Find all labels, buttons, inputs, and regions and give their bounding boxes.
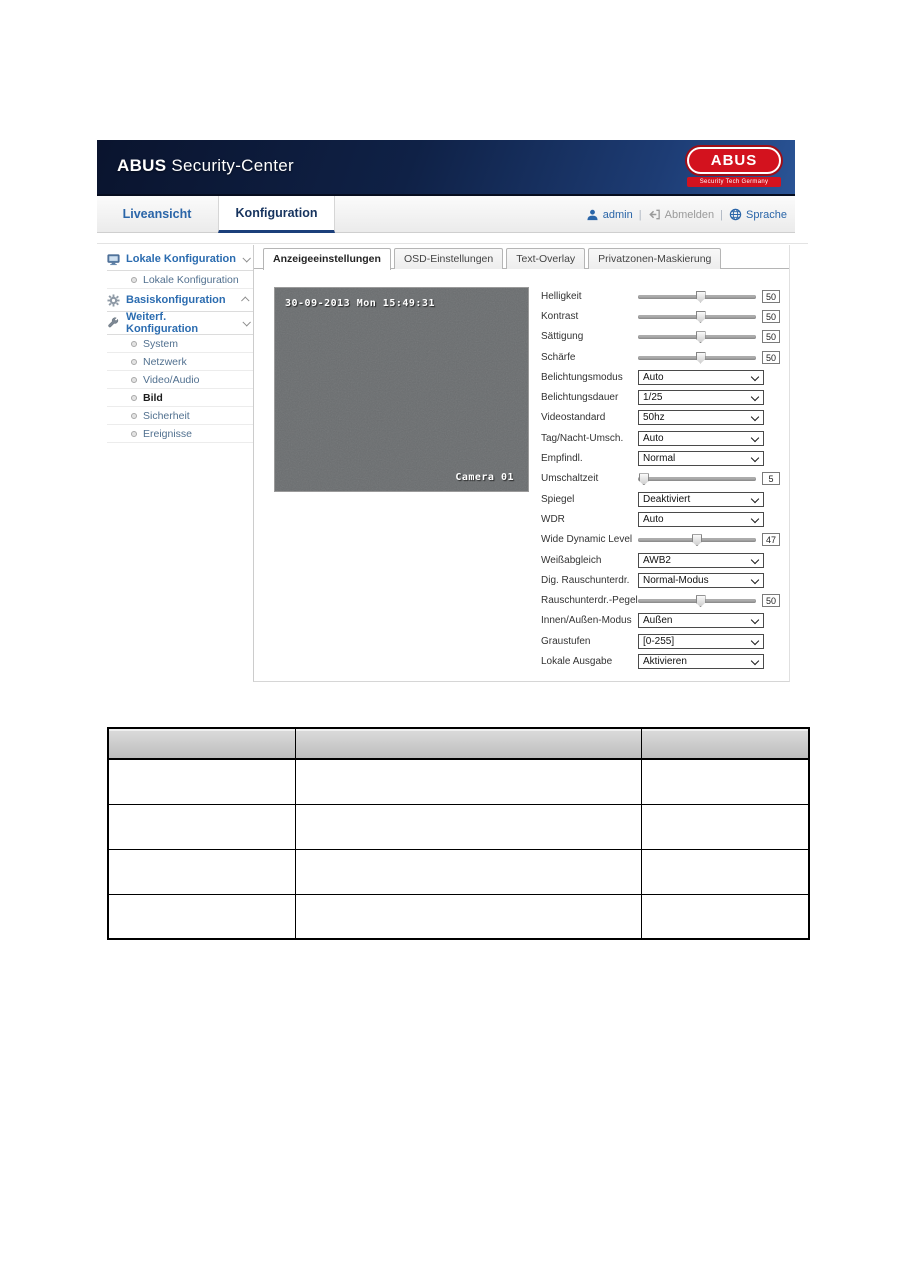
brand-title — [117, 156, 294, 176]
sidebar-item-label: System — [143, 337, 179, 350]
setting-control — [638, 634, 764, 649]
setting-row — [541, 306, 785, 326]
sidebar-section-basiskonfiguration[interactable] — [107, 289, 253, 312]
logout-link[interactable] — [648, 208, 715, 221]
table-row — [108, 804, 809, 849]
monitor-icon — [107, 253, 120, 266]
setting-control — [638, 472, 780, 485]
wide-dynamic-level-slider[interactable] — [638, 533, 756, 546]
setting-label: Umschaltzeit — [541, 473, 599, 485]
user-admin — [586, 208, 633, 221]
user-icon — [586, 208, 599, 221]
chevron-down-icon — [751, 616, 759, 624]
setting-row — [541, 408, 785, 428]
tab-osd-einstellungen[interactable]: OSD-Einstellungen — [394, 248, 503, 269]
chevron-down-icon — [751, 657, 759, 665]
sidebar-item-sicherheit[interactable] — [107, 407, 253, 425]
setting-label: Schärfe — [541, 351, 576, 363]
videostandard-select[interactable] — [638, 410, 764, 425]
sidebar-section-label: Lokale Konfiguration — [126, 253, 236, 265]
setting-label: Innen/Außen-Modus — [541, 615, 632, 627]
setting-label: Sättigung — [541, 331, 584, 343]
setting-row — [541, 428, 785, 448]
chevron-down-icon — [751, 494, 759, 502]
setting-row — [541, 651, 785, 671]
tab-anzeigeeinstellungen[interactable]: Anzeigeeinstellungen — [263, 248, 391, 270]
setting-row — [541, 590, 785, 610]
select-value: 50hz — [643, 412, 665, 424]
table-cell — [641, 849, 809, 894]
select-value: Auto — [643, 513, 664, 525]
sidebar-section-weiterf-konfiguration[interactable] — [107, 312, 253, 335]
select-value: Normal-Modus — [643, 574, 709, 586]
abus-logo-oval: ABUS — [687, 147, 781, 174]
select-value: [0-255] — [643, 635, 675, 647]
setting-control — [638, 290, 780, 303]
gear-icon — [107, 294, 120, 307]
setting-row — [541, 530, 785, 550]
slider-value-input[interactable]: 50 — [762, 351, 780, 364]
slider-value-input[interactable]: 47 — [762, 533, 780, 546]
brand-title-rest: Security-Center — [166, 156, 294, 175]
chevron-up-icon — [241, 296, 249, 304]
select-value: AWB2 — [643, 554, 671, 566]
separator: | — [638, 208, 642, 221]
abus-logo-subtext: Security Tech Germany — [687, 177, 781, 187]
setting-control — [638, 431, 764, 446]
setting-row — [541, 367, 785, 387]
table-header-cell — [641, 728, 809, 759]
slider-value-input[interactable]: 50 — [762, 290, 780, 303]
setting-control — [638, 553, 764, 568]
table-cell — [108, 759, 295, 804]
chevron-down-icon — [242, 254, 250, 262]
setting-control — [638, 370, 764, 385]
setting-control — [638, 310, 780, 323]
bullet-icon — [131, 341, 137, 347]
chevron-down-icon — [751, 515, 759, 523]
app-header — [97, 140, 795, 196]
setting-row — [541, 347, 785, 367]
table-row — [108, 759, 809, 804]
setting-label: Videostandard — [541, 412, 606, 424]
setting-row — [541, 611, 785, 631]
sidebar-section-label: Weiterf. Konfiguration — [126, 311, 199, 335]
select-value: Normal — [643, 453, 676, 465]
setting-row — [541, 286, 785, 306]
setting-control — [638, 573, 764, 588]
table-cell — [641, 894, 809, 939]
chevron-down-icon — [751, 393, 759, 401]
brand-title-bold: ABUS — [117, 156, 167, 175]
setting-control — [638, 594, 780, 607]
slider-handle[interactable] — [639, 473, 649, 485]
graustufen-select[interactable] — [638, 634, 764, 649]
sidebar-item-label: Bild — [143, 391, 163, 404]
bottom-table — [107, 727, 810, 940]
table-cell — [295, 759, 641, 804]
settings-tabbar — [254, 248, 789, 269]
camera-noise — [275, 288, 529, 492]
setting-row — [541, 509, 785, 529]
s-ttigung-slider[interactable] — [638, 330, 756, 343]
table-header-cell — [295, 728, 641, 759]
nav-tab-liveansicht[interactable]: Liveansicht — [122, 207, 192, 221]
slider-value-input[interactable]: 50 — [762, 594, 780, 607]
divider — [97, 243, 808, 244]
logout-icon — [648, 208, 661, 221]
chevron-down-icon — [751, 373, 759, 381]
setting-label: Weißabgleich — [541, 554, 602, 566]
setting-label: Dig. Rauschunterdr. — [541, 574, 630, 586]
chevron-down-icon — [751, 636, 759, 644]
table-cell — [108, 804, 295, 849]
separator: | — [720, 208, 724, 221]
logout-label: Abmelden — [664, 208, 715, 221]
umschaltzeit-slider[interactable] — [638, 472, 756, 485]
setting-control — [638, 512, 764, 527]
setting-row — [541, 387, 785, 407]
sidebar-item-label: Video/Audio — [143, 373, 200, 386]
table-cell — [108, 849, 295, 894]
slider-handle[interactable] — [696, 352, 706, 364]
abus-logo — [687, 147, 781, 187]
slider-handle[interactable] — [696, 311, 706, 323]
chevron-down-icon — [751, 576, 759, 584]
setting-label: Graustufen — [541, 635, 591, 647]
bullet-icon — [131, 359, 137, 365]
slider-value-input[interactable]: 50 — [762, 310, 780, 323]
table-cell — [641, 804, 809, 849]
wdr-select[interactable] — [638, 512, 764, 527]
select-value: Auto — [643, 371, 664, 383]
slider-handle[interactable] — [696, 291, 706, 303]
setting-row — [541, 448, 785, 468]
sidebar-item-label: Sicherheit — [143, 409, 190, 422]
globe-icon — [729, 208, 742, 221]
bullet-icon — [131, 413, 137, 419]
select-value: Deaktiviert — [643, 493, 691, 505]
bullet-icon — [131, 377, 137, 383]
table-row — [108, 894, 809, 939]
table-cell — [641, 759, 809, 804]
bullet-icon — [131, 277, 137, 283]
nav-tab-konfiguration[interactable]: Konfiguration — [218, 196, 335, 233]
sidebar-item-label: Netzwerk — [143, 355, 187, 368]
helligkeit-slider[interactable] — [638, 290, 756, 303]
slider-value-input[interactable]: 5 — [762, 472, 780, 485]
sidebar-item-netzwerk[interactable] — [107, 353, 253, 371]
table-cell — [295, 849, 641, 894]
setting-label: Belichtungsdauer — [541, 392, 619, 404]
setting-control — [638, 410, 764, 425]
tag-nacht-umsch--select[interactable] — [638, 431, 764, 446]
sidebar-section-label: Basiskonfiguration — [126, 294, 226, 306]
empfindl--select[interactable] — [638, 451, 764, 466]
user-area — [586, 196, 787, 233]
setting-control — [638, 351, 780, 364]
belichtungsdauer-select[interactable] — [638, 390, 764, 405]
select-value: Auto — [643, 432, 664, 444]
sidebar-item-label: Ereignisse — [143, 427, 193, 440]
table-cell — [108, 894, 295, 939]
setting-control — [638, 533, 780, 546]
slider-handle[interactable] — [696, 331, 706, 343]
dig-rauschunterdr--select[interactable] — [638, 573, 764, 588]
setting-row — [541, 570, 785, 590]
settings-panel — [253, 245, 790, 682]
sidebar-item-label: Lokale Konfiguration — [143, 273, 239, 286]
sidebar-item-ereignisse[interactable] — [107, 425, 253, 443]
setting-label: Kontrast — [541, 310, 579, 322]
setting-row — [541, 631, 785, 651]
chevron-down-icon — [242, 318, 250, 326]
chevron-down-icon — [751, 413, 759, 421]
setting-label: WDR — [541, 513, 565, 525]
table-header-row — [108, 728, 809, 759]
setting-control — [638, 390, 764, 405]
slider-handle[interactable] — [696, 595, 706, 607]
table-row — [108, 849, 809, 894]
table-header-cell — [108, 728, 295, 759]
setting-label: Empfindl. — [541, 453, 583, 465]
setting-control — [638, 492, 764, 507]
setting-control — [638, 330, 780, 343]
sidebar-item-system[interactable] — [107, 335, 253, 353]
username-label: admin — [602, 208, 633, 221]
setting-label: Tag/Nacht-Umsch. — [541, 432, 624, 444]
tab-privatzonen-maskierung[interactable]: Privatzonen-Maskierung — [588, 248, 721, 269]
setting-control — [638, 613, 764, 628]
language-label: Sprache — [746, 208, 787, 221]
setting-label: Belichtungsmodus — [541, 371, 623, 383]
setting-label: Wide Dynamic Level — [541, 534, 633, 546]
setting-control — [638, 451, 764, 466]
innen-au-en-modus-select[interactable] — [638, 613, 764, 628]
setting-label: Spiegel — [541, 493, 575, 505]
osd-camera-label: Camera 01 — [455, 472, 514, 483]
setting-label: Lokale Ausgabe — [541, 655, 613, 667]
slider-handle[interactable] — [692, 534, 702, 546]
sidebar-item-lokale-konfiguration[interactable] — [107, 271, 253, 289]
wei-abgleich-select[interactable] — [638, 553, 764, 568]
main-nav — [97, 196, 795, 233]
belichtungsmodus-select[interactable] — [638, 370, 764, 385]
sidebar-item-video-audio[interactable] — [107, 371, 253, 389]
setting-row — [541, 550, 785, 570]
rauschunterdr-pegel-slider[interactable] — [638, 594, 756, 607]
table-cell — [295, 894, 641, 939]
tab-text-overlay[interactable]: Text-Overlay — [506, 248, 585, 269]
sidebar-section-lokale-konfiguration[interactable] — [107, 248, 253, 271]
sidebar-item-bild[interactable] — [107, 389, 253, 407]
select-value: 1/25 — [643, 392, 663, 404]
slider-track[interactable] — [638, 477, 756, 481]
sch-rfe-slider[interactable] — [638, 351, 756, 364]
chevron-down-icon — [751, 454, 759, 462]
chevron-down-icon — [751, 555, 759, 563]
setting-row — [541, 327, 785, 347]
kontrast-slider[interactable] — [638, 310, 756, 323]
setting-label: Rauschunterdr.-Pegel — [541, 595, 638, 607]
setting-row — [541, 469, 785, 489]
spiegel-select[interactable] — [638, 492, 764, 507]
bullet-icon — [131, 395, 137, 401]
wrench-icon — [107, 317, 120, 330]
bullet-icon — [131, 431, 137, 437]
setting-label: Helligkeit — [541, 290, 582, 302]
image-settings-form — [541, 286, 785, 672]
slider-value-input[interactable]: 50 — [762, 330, 780, 343]
language-link[interactable] — [729, 208, 787, 221]
select-value: Aktivieren — [643, 655, 687, 667]
select-value: Außen — [643, 615, 673, 627]
table-cell — [295, 804, 641, 849]
setting-row — [541, 489, 785, 509]
setting-control — [638, 654, 764, 669]
chevron-down-icon — [751, 433, 759, 441]
osd-timestamp: 30-09-2013 Mon 15:49:31 — [285, 298, 435, 309]
camera-preview — [274, 287, 529, 492]
sidebar-nav — [107, 248, 253, 443]
lokale-ausgabe-select[interactable] — [638, 654, 764, 669]
